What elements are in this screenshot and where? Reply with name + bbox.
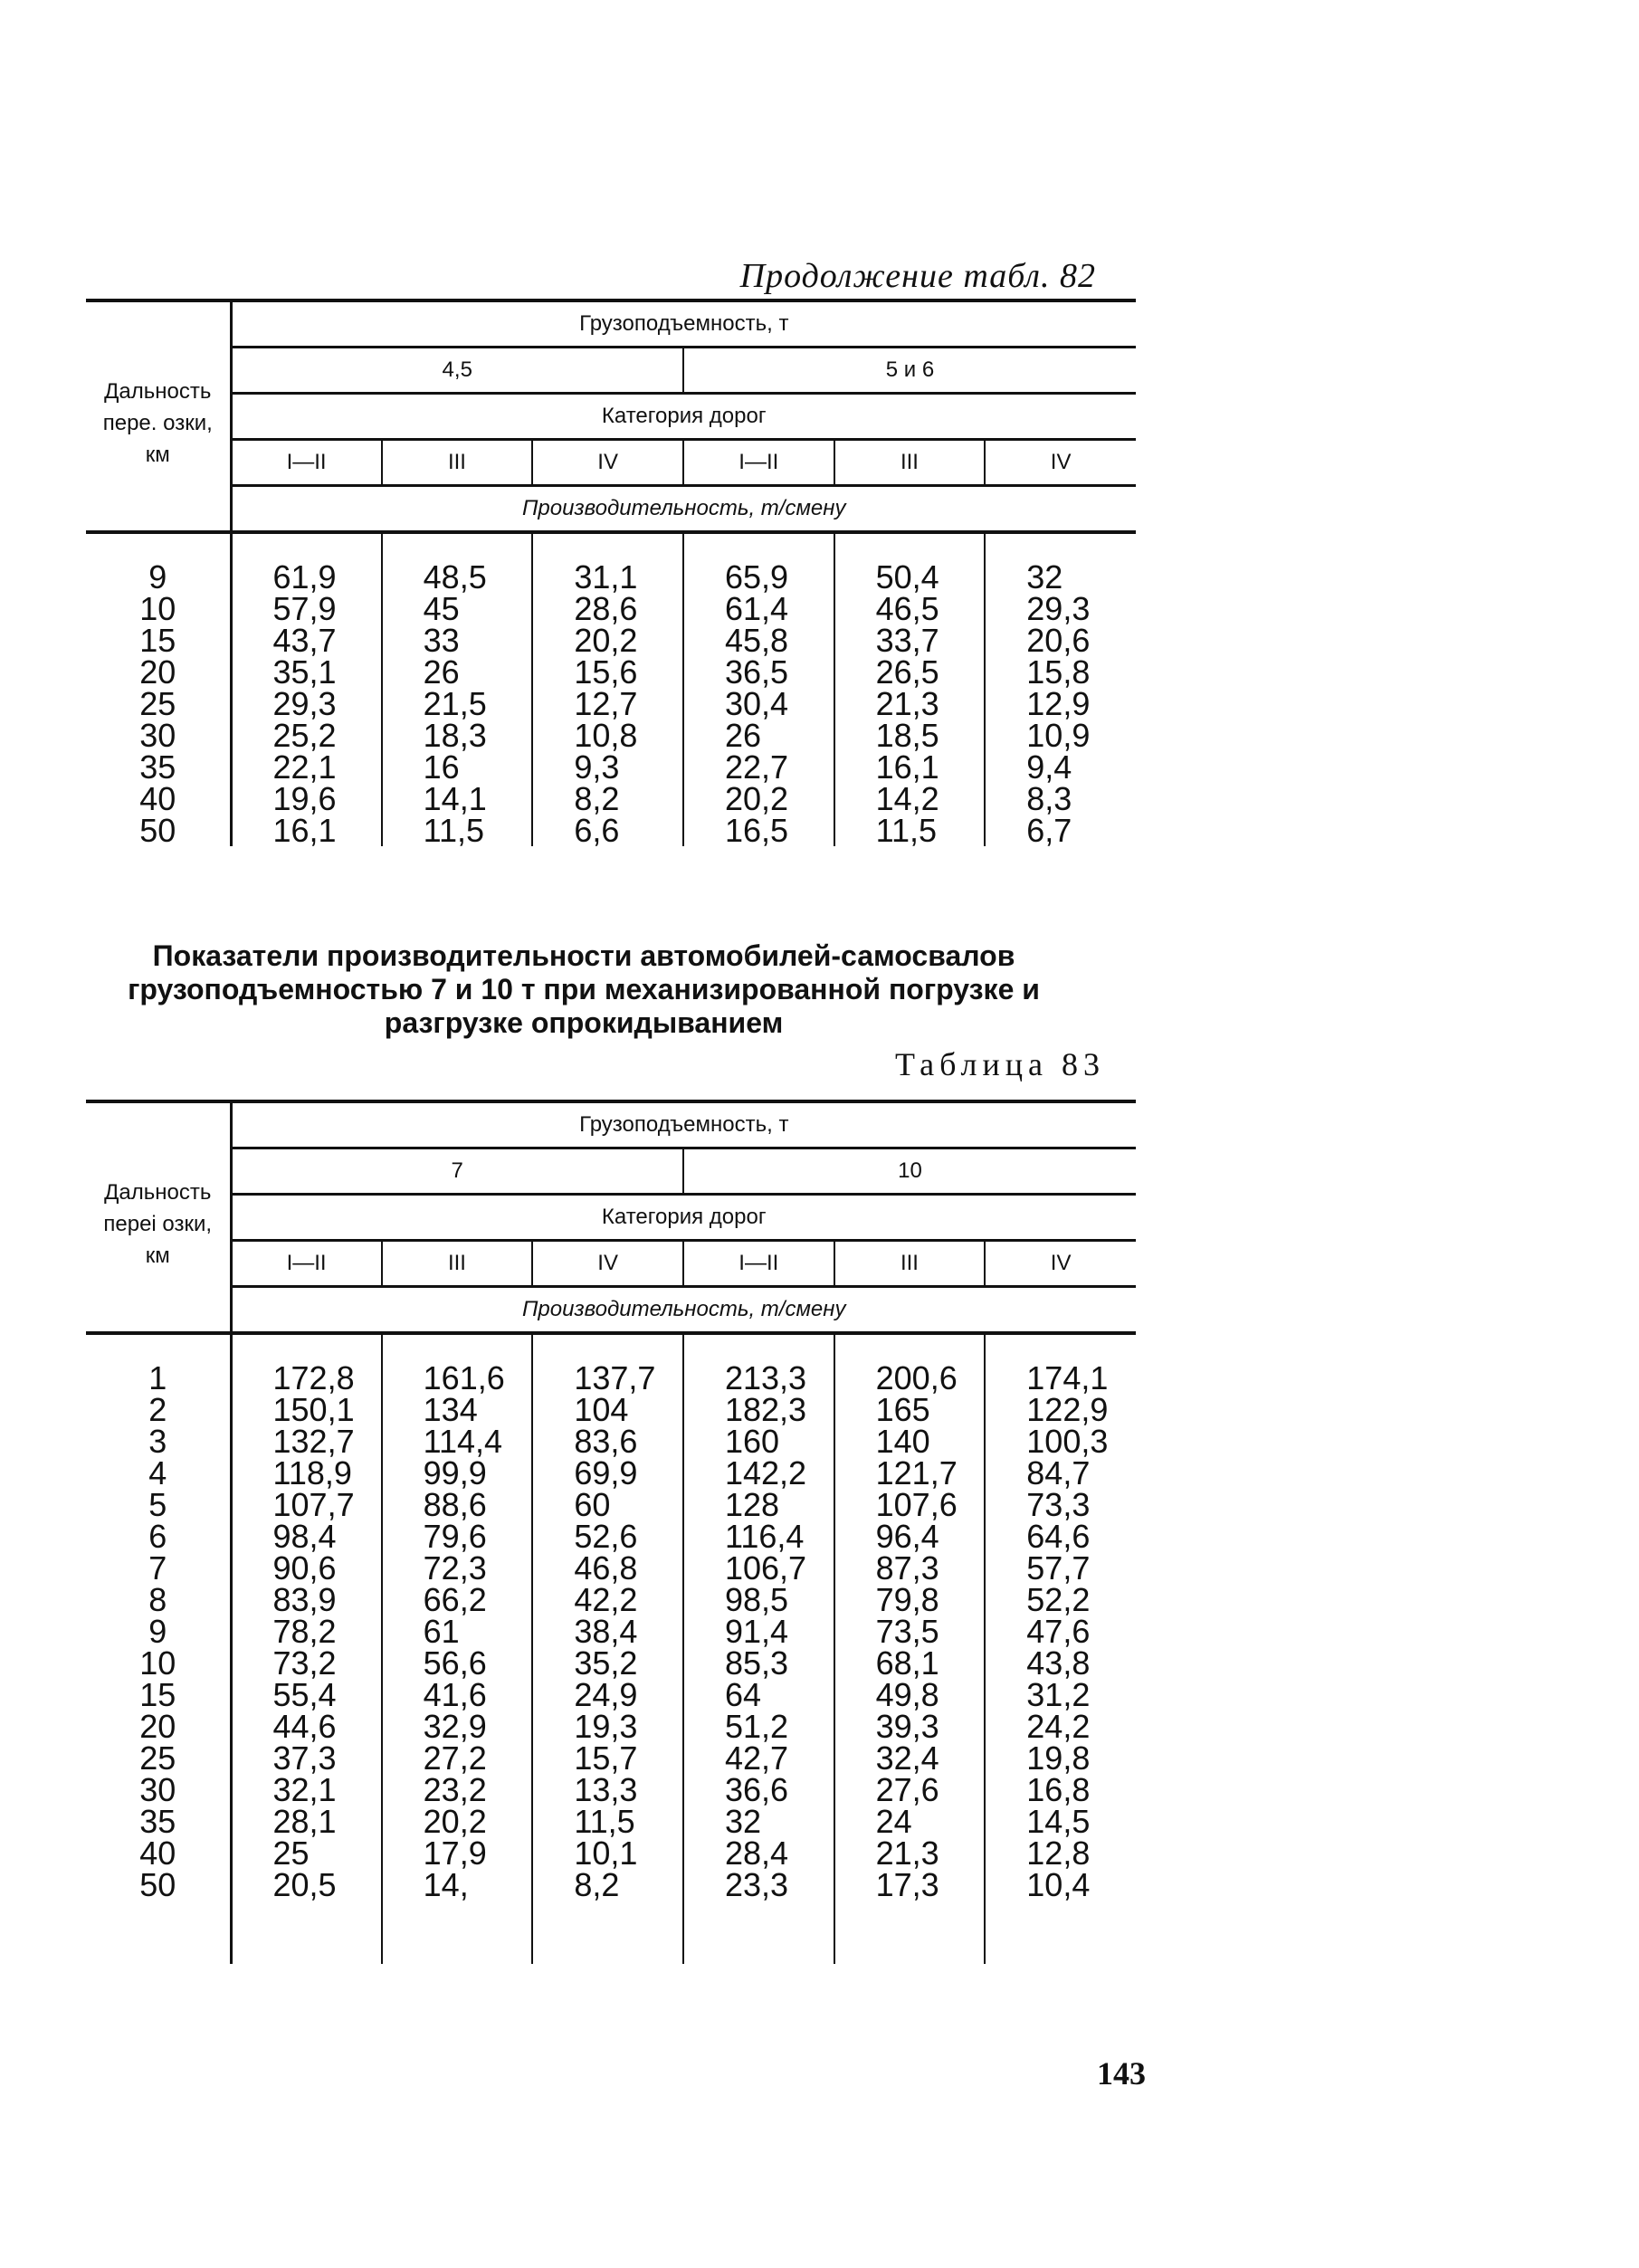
cell-value: 44,6 xyxy=(272,1708,337,1745)
distance-column xyxy=(86,1333,231,1964)
cell-value: 39,3 xyxy=(875,1708,939,1745)
category-header: IV xyxy=(985,1241,1136,1287)
cell-value: 30,4 xyxy=(724,685,789,722)
cell-value: 8,2 xyxy=(574,1866,620,1903)
cell-value: 55,4 xyxy=(272,1676,337,1713)
cell-value: 10,8 xyxy=(574,717,638,754)
cell-value: 13,3 xyxy=(574,1771,638,1808)
cell-value: 40 xyxy=(139,780,176,817)
distance-header-line: км xyxy=(145,442,170,467)
cell-value: 14,5 xyxy=(1026,1803,1091,1840)
cell-value: 57,9 xyxy=(272,590,337,627)
cell-value: 21,3 xyxy=(875,685,939,722)
cell-value: 128 xyxy=(724,1486,780,1523)
cell-value: 41,6 xyxy=(423,1676,487,1713)
cell-value: 69,9 xyxy=(574,1454,638,1491)
cell-value: 10 xyxy=(139,1644,176,1682)
cell-value: 27,2 xyxy=(423,1739,487,1777)
cell-value: 73,2 xyxy=(272,1644,337,1682)
cell-value: 172,8 xyxy=(272,1359,355,1396)
data-column xyxy=(985,532,1136,849)
cell-value: 150,1 xyxy=(272,1391,355,1428)
distance-header-line: км xyxy=(145,1243,170,1268)
table-83-caption: Таблица 83 xyxy=(895,1046,1105,1082)
cell-value: 20 xyxy=(139,1708,176,1745)
cell-value: 25 xyxy=(272,1834,310,1872)
cell-value: 4 xyxy=(148,1454,167,1491)
cell-value: 17,9 xyxy=(423,1834,487,1872)
cell-value: 35,1 xyxy=(272,653,337,691)
cell-value: 17,3 xyxy=(875,1866,939,1903)
cell-value: 23,2 xyxy=(423,1771,487,1808)
cell-value: 200,6 xyxy=(875,1359,958,1396)
cell-value: 10,4 xyxy=(1026,1866,1091,1903)
cell-value: 140 xyxy=(875,1423,930,1460)
table-83-title: Показатели производительности автомобилей-самосвалов грузоподъемностью 7 и 10 т при механизированной погрузке и разгрузке опрокидыванием xyxy=(128,939,1040,1039)
cell-value: 31,2 xyxy=(1026,1676,1091,1713)
data-column xyxy=(834,532,986,849)
category-header: IV xyxy=(532,440,683,486)
cell-value: 107,6 xyxy=(875,1486,958,1523)
cell-value: 26 xyxy=(423,653,460,691)
cell-value: 107,7 xyxy=(272,1486,355,1523)
category-header: III xyxy=(834,440,986,486)
cell-value: 43,8 xyxy=(1026,1644,1091,1682)
cell-value: 20,2 xyxy=(724,780,789,817)
cell-value: 61 xyxy=(423,1613,460,1650)
cell-value: 22,1 xyxy=(272,748,337,786)
cell-value: 85,3 xyxy=(724,1644,789,1682)
cell-value: 15,7 xyxy=(574,1739,638,1777)
cell-value: 51,2 xyxy=(724,1708,789,1745)
cell-value: 87,3 xyxy=(875,1549,939,1587)
cell-value: 79,6 xyxy=(423,1518,487,1555)
cell-value: 45 xyxy=(423,590,460,627)
cell-value: 11,5 xyxy=(574,1803,635,1840)
data-column xyxy=(532,532,683,849)
cell-value: 20,5 xyxy=(272,1866,337,1903)
road-category-header: Категория дорог xyxy=(231,1195,1136,1241)
cell-value: 30 xyxy=(139,1771,176,1808)
cell-value: 15,6 xyxy=(574,653,638,691)
cell-value: 98,5 xyxy=(724,1581,789,1618)
data-column xyxy=(532,1333,683,1964)
data-column xyxy=(231,532,382,849)
page-number: 143 xyxy=(1097,2055,1146,2092)
cell-value: 88,6 xyxy=(423,1486,487,1523)
load-capacity-header: Грузоподъемность, т xyxy=(231,1101,1136,1148)
cell-value: 28,1 xyxy=(272,1803,337,1840)
category-header: III xyxy=(382,440,533,486)
cell-value: 57,7 xyxy=(1026,1549,1091,1587)
cell-value: 12,8 xyxy=(1026,1834,1091,1872)
cell-value: 18,3 xyxy=(423,717,487,754)
cell-value: 72,3 xyxy=(423,1549,487,1587)
cell-value: 25,2 xyxy=(272,717,337,754)
cell-value: 20,6 xyxy=(1026,622,1091,659)
cell-value: 18,5 xyxy=(875,717,939,754)
productivity-header xyxy=(231,1287,1136,1334)
cell-value: 28,6 xyxy=(574,590,638,627)
cell-value: 33,7 xyxy=(875,622,939,659)
cell-value: 29,3 xyxy=(1026,590,1091,627)
table-83 xyxy=(86,1100,1136,1964)
cell-value: 32,1 xyxy=(272,1771,337,1808)
category-header: IV xyxy=(985,440,1136,486)
cell-value: 160 xyxy=(724,1423,780,1460)
cell-value: 8 xyxy=(148,1581,167,1618)
cell-value: 19,6 xyxy=(272,780,337,817)
cell-value: 134 xyxy=(423,1391,478,1428)
cell-value: 116,4 xyxy=(724,1518,805,1555)
cell-value: 137,7 xyxy=(574,1359,656,1396)
cell-value: 118,9 xyxy=(272,1454,352,1491)
cell-value: 14,1 xyxy=(423,780,487,817)
cell-value: 50 xyxy=(139,812,176,849)
cell-value: 19,8 xyxy=(1026,1739,1091,1777)
distance-header-line: переі озки, xyxy=(103,1211,213,1236)
cell-value: 99,9 xyxy=(423,1454,487,1491)
cell-value: 20 xyxy=(139,653,176,691)
cell-value: 5 xyxy=(148,1486,167,1523)
cell-value: 7 xyxy=(148,1549,167,1587)
cell-value: 16,1 xyxy=(875,748,939,786)
cell-value: 22,7 xyxy=(724,748,789,786)
cell-value: 56,6 xyxy=(423,1644,487,1682)
data-column xyxy=(683,532,834,849)
cell-value: 16,1 xyxy=(272,812,337,849)
cell-value: 52,2 xyxy=(1026,1581,1091,1618)
cell-value: 32 xyxy=(724,1803,762,1840)
cell-value: 1 xyxy=(148,1359,167,1396)
cell-value: 11,5 xyxy=(875,812,938,849)
cell-value: 26 xyxy=(724,717,762,754)
distance-header-line: пере. озки, xyxy=(102,410,213,435)
cell-value: 213,3 xyxy=(724,1359,807,1396)
cell-value: 26,5 xyxy=(875,653,939,691)
cell-value: 50,4 xyxy=(875,558,939,596)
category-header: I—II xyxy=(683,440,834,486)
cell-value: 8,2 xyxy=(574,780,620,817)
data-column xyxy=(683,1333,834,1964)
cell-value: 10 xyxy=(139,590,176,627)
cell-value: 84,7 xyxy=(1026,1454,1091,1491)
category-header: III xyxy=(834,1241,986,1287)
cell-value: 6,6 xyxy=(574,812,620,849)
cell-value: 161,6 xyxy=(423,1359,505,1396)
data-column xyxy=(231,1333,382,1964)
cell-value: 37,3 xyxy=(272,1739,337,1777)
cell-value: 174,1 xyxy=(1026,1359,1109,1396)
cell-value: 35,2 xyxy=(574,1644,638,1682)
cell-value: 61,4 xyxy=(724,590,789,627)
cell-value: 25 xyxy=(139,685,176,722)
data-column xyxy=(834,1333,986,1964)
cell-value: 6,7 xyxy=(1026,812,1072,849)
cell-value: 15 xyxy=(139,1676,176,1713)
cell-value: 31,1 xyxy=(574,558,638,596)
cell-value: 20,2 xyxy=(423,1803,487,1840)
cell-value: 8,3 xyxy=(1026,780,1072,817)
cell-value: 66,2 xyxy=(423,1581,487,1618)
load-capacity-header: Грузоподъемность, т xyxy=(231,300,1136,348)
group-header: 4,5 xyxy=(231,348,683,394)
cell-value: 91,4 xyxy=(724,1613,789,1650)
cell-value: 24,9 xyxy=(574,1676,638,1713)
productivity-label: Производительность, т/смену xyxy=(522,496,846,520)
cell-value: 122,9 xyxy=(1026,1391,1109,1428)
cell-value: 14,2 xyxy=(875,780,939,817)
cell-value: 29,3 xyxy=(272,685,337,722)
cell-value: 24 xyxy=(875,1803,912,1840)
cell-value: 12,7 xyxy=(574,685,638,722)
table-82 xyxy=(86,299,1136,849)
cell-value: 32 xyxy=(1026,558,1063,596)
table-82-continuation-caption: Продолжение табл. 82 xyxy=(739,257,1096,295)
cell-value: 46,5 xyxy=(875,590,939,627)
cell-value: 65,9 xyxy=(724,558,789,596)
cell-value: 42,7 xyxy=(724,1739,789,1777)
category-header: III xyxy=(382,1241,533,1287)
distance-column xyxy=(86,532,231,849)
cell-value: 36,5 xyxy=(724,653,789,691)
cell-value: 38,4 xyxy=(574,1613,638,1650)
distance-header xyxy=(86,1101,231,1333)
cell-value: 182,3 xyxy=(724,1391,807,1428)
cell-value: 21,3 xyxy=(875,1834,939,1872)
cell-value: 16,8 xyxy=(1026,1771,1091,1808)
cell-value: 14, xyxy=(423,1866,469,1903)
cell-value: 32,4 xyxy=(875,1739,939,1777)
cell-value: 60 xyxy=(574,1486,611,1523)
distance-header-line: Дальность xyxy=(104,1179,212,1205)
cell-value: 36,6 xyxy=(724,1771,789,1808)
data-column xyxy=(985,1333,1136,1964)
cell-value: 16 xyxy=(423,748,460,786)
group-header: 5 и 6 xyxy=(683,348,1136,394)
cell-value: 43,7 xyxy=(272,622,337,659)
cell-value: 32,9 xyxy=(423,1708,487,1745)
cell-value: 24,2 xyxy=(1026,1708,1091,1745)
cell-value: 6 xyxy=(148,1518,167,1555)
cell-value: 30 xyxy=(139,717,176,754)
cell-value: 73,3 xyxy=(1026,1486,1091,1523)
cell-value: 15 xyxy=(139,622,176,659)
cell-value: 19,3 xyxy=(574,1708,638,1745)
cell-value: 79,8 xyxy=(875,1581,939,1618)
cell-value: 16,5 xyxy=(724,812,789,849)
cell-value: 121,7 xyxy=(875,1454,958,1491)
cell-value: 132,7 xyxy=(272,1423,355,1460)
cell-value: 48,5 xyxy=(423,558,487,596)
distance-header xyxy=(86,300,231,532)
cell-value: 100,3 xyxy=(1026,1423,1109,1460)
data-column xyxy=(382,532,533,849)
cell-value: 9 xyxy=(148,558,167,596)
cell-value: 20,2 xyxy=(574,622,638,659)
cell-value: 90,6 xyxy=(272,1549,337,1587)
cell-value: 10,1 xyxy=(574,1834,638,1872)
cell-value: 11,5 xyxy=(423,812,485,849)
road-category-header: Категория дорог xyxy=(231,394,1136,440)
cell-value: 33 xyxy=(423,622,460,659)
cell-value: 9,3 xyxy=(574,748,620,786)
cell-value: 15,8 xyxy=(1026,653,1091,691)
cell-value: 45,8 xyxy=(724,622,789,659)
cell-value: 2 xyxy=(148,1391,167,1428)
category-header: I—II xyxy=(231,1241,382,1287)
group-header: 7 xyxy=(231,1148,683,1195)
cell-value: 47,6 xyxy=(1026,1613,1091,1650)
productivity-header xyxy=(231,486,1136,533)
cell-value: 3 xyxy=(148,1423,167,1460)
cell-value: 114,4 xyxy=(423,1423,503,1460)
cell-value: 61,9 xyxy=(272,558,337,596)
cell-value: 96,4 xyxy=(875,1518,939,1555)
cell-value: 52,6 xyxy=(574,1518,638,1555)
cell-value: 23,3 xyxy=(724,1866,789,1903)
cell-value: 42,2 xyxy=(574,1581,638,1618)
cell-value: 28,4 xyxy=(724,1834,789,1872)
cell-value: 46,8 xyxy=(574,1549,638,1587)
category-header: IV xyxy=(532,1241,683,1287)
cell-value: 83,9 xyxy=(272,1581,337,1618)
cell-value: 35 xyxy=(139,748,176,786)
cell-value: 64 xyxy=(724,1676,762,1713)
productivity-label: Производительность, т/смену xyxy=(522,1297,846,1321)
data-column xyxy=(382,1333,533,1964)
cell-value: 104 xyxy=(574,1391,629,1428)
cell-value: 142,2 xyxy=(724,1454,807,1491)
cell-value: 83,6 xyxy=(574,1423,638,1460)
cell-value: 12,9 xyxy=(1026,685,1091,722)
cell-value: 106,7 xyxy=(724,1549,807,1587)
cell-value: 25 xyxy=(139,1739,176,1777)
cell-value: 165 xyxy=(875,1391,930,1428)
cell-value: 27,6 xyxy=(875,1771,939,1808)
distance-header-line: Дальность xyxy=(104,378,212,404)
group-header: 10 xyxy=(683,1148,1136,1195)
cell-value: 10,9 xyxy=(1026,717,1091,754)
category-header: I—II xyxy=(683,1241,834,1287)
category-header: I—II xyxy=(231,440,382,486)
cell-value: 35 xyxy=(139,1803,176,1840)
cell-value: 78,2 xyxy=(272,1613,337,1650)
cell-value: 49,8 xyxy=(875,1676,939,1713)
cell-value: 21,5 xyxy=(423,685,487,722)
cell-value: 98,4 xyxy=(272,1518,337,1555)
cell-value: 9 xyxy=(148,1613,167,1650)
cell-value: 9,4 xyxy=(1026,748,1072,786)
cell-value: 64,6 xyxy=(1026,1518,1091,1555)
cell-value: 50 xyxy=(139,1866,176,1903)
cell-value: 40 xyxy=(139,1834,176,1872)
cell-value: 73,5 xyxy=(875,1613,939,1650)
cell-value: 68,1 xyxy=(875,1644,939,1682)
